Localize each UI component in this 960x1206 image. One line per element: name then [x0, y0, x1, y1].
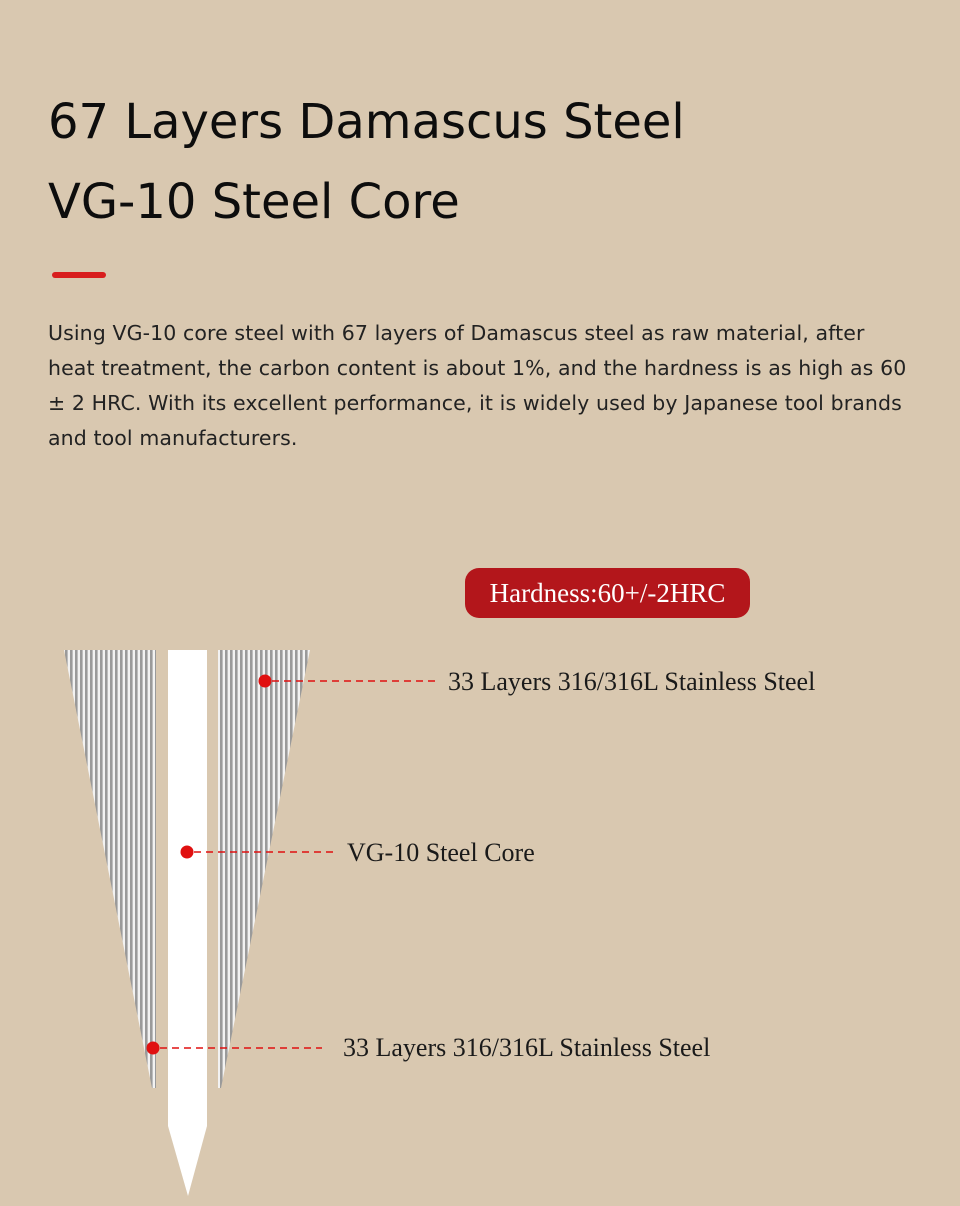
label-outer-layers-top: 33 Layers 316/316L Stainless Steel: [448, 667, 816, 696]
outer-layer-left: [64, 650, 156, 1088]
marker-dot-top: [259, 675, 272, 688]
marker-dot-bottom: [147, 1042, 160, 1055]
label-outer-layers-bottom: 33 Layers 316/316L Stainless Steel: [343, 1033, 711, 1062]
page-title-line-2: VG-10 Steel Core: [48, 174, 460, 230]
marker-dot-core: [181, 846, 194, 859]
page-title-line-1: 67 Layers Damascus Steel: [48, 94, 685, 150]
description-paragraph: Using VG-10 core steel with 67 layers of Damascus steel as raw material, after heat treatment, the carbon content is about 1%, and the hardness is as high as 60 ± 2 HRC. With its excellent performance, it is widely used by Japanese tool brands and tool manufacturers.: [48, 321, 907, 450]
hardness-badge: Hardness:60+/-2HRC: [465, 568, 750, 618]
outer-layer-right: [218, 650, 310, 1088]
steel-core: [168, 650, 207, 1196]
label-steel-core: VG-10 Steel Core: [347, 838, 535, 867]
